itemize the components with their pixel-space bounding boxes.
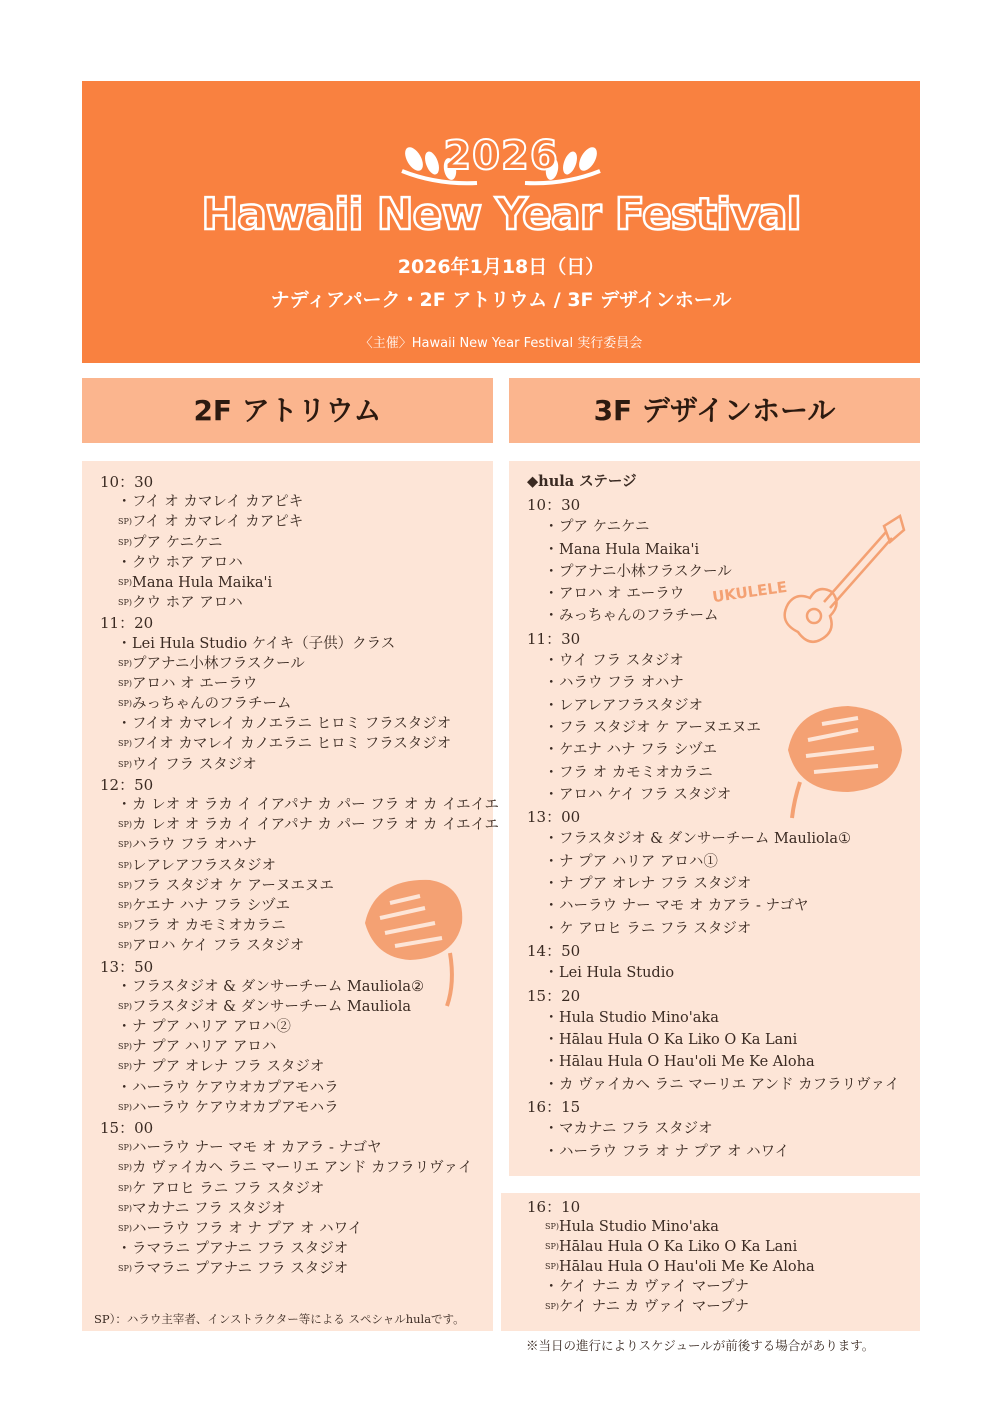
bullet-marker: ・ [544,1032,559,1049]
performer-entry [527,1217,815,1237]
performer-name: クウ ホア アロハ [132,554,243,571]
organizer-note: 〈主催〉Hawaii New Year Festival 実行委員会 [359,336,643,351]
bullet-marker: ・ [544,719,559,736]
time-slot [527,985,899,1007]
performer-name: ナ プア ハリア アロハ② [132,1019,291,1036]
performer-name: みっちゃんのフラチーム [559,608,719,625]
performer-entry [527,516,899,538]
special-marker: SP) [118,517,132,527]
bullet-marker: ・ [544,1279,559,1295]
performer-entry [100,714,499,734]
performer-entry [527,1141,899,1163]
bullet-marker: ・ [544,1009,559,1026]
time-label: 14：50 [527,941,581,960]
special-marker: SP) [118,1223,132,1233]
right-schedule-list-wrap [527,472,899,1163]
bullet-marker: ・ [544,1121,559,1138]
performer-entry [527,828,899,850]
performer-name: プアナニ小林フラスクール [559,563,732,580]
performer-entry [527,1277,815,1297]
time-label: 13：00 [527,808,581,827]
heading-2f-atrium: 2F アトリウム [82,378,493,443]
performer-name: フラスタジオ & ダンサーチーム Mauliola② [132,978,425,995]
bullet-marker: ・ [544,1076,559,1093]
time-label: 10：30 [527,496,581,514]
bullet-marker: ・ [544,831,559,848]
performer-entry [527,739,899,761]
performer-name: フイオ カマレイ カノエラニ ヒロミ フラスタジオ [132,736,452,753]
performer-entry [100,734,499,754]
time-label: 13：50 [100,957,154,976]
performer-entry [100,553,499,573]
performer-name: アロハ オ エーラウ [559,586,685,603]
bullet-marker: ・ [544,742,559,759]
performer-entry [527,1118,899,1140]
special-marker: SP) [118,1183,132,1193]
performer-entry [100,1239,499,1259]
performer-name: ケ アロヒ ラニ フラ スタジオ [132,1180,325,1197]
performer-entry [527,672,899,694]
special-marker: SP) [118,900,132,910]
time-label: 15：00 [100,1119,154,1137]
time-slot [527,1096,899,1118]
special-marker: SP) [118,880,132,890]
performer-entry [100,795,499,815]
performer-entry [527,762,899,784]
performer-name: ハーラウ ケアウオカプアモハラ [132,1079,339,1096]
performer-entry [100,835,499,855]
performer-entry [100,593,499,613]
performer-entry [100,815,499,835]
performer-entry [100,512,499,532]
time-slot [100,957,499,977]
time-slot [527,940,899,962]
special-marker: SP) [545,1302,559,1311]
bullet-marker: ・ [117,494,132,511]
bullet-marker: ・ [544,1054,559,1071]
time-slot [100,775,499,795]
time-slot [527,806,899,828]
performer-name: カ レオ オ ラカ イ イアパナ カ パー フラ オ カ イエイエ [132,817,499,834]
performer-entry [100,1158,499,1178]
performer-name: フイオ カマレイ カノエラニ ヒロミ フラスタジオ [132,716,452,733]
performer-name: みっちゃんのフラチーム [132,696,292,713]
bullet-marker: ・ [544,853,559,870]
bullet-marker: ・ [117,1019,132,1036]
time-slot [527,494,899,516]
performer-name: Lei Hula Studio [559,965,675,982]
special-marker: SP) [118,1163,132,1173]
special-marker: SP) [118,1203,132,1213]
special-marker: SP) [118,699,132,709]
performer-name: ウイ フラ スタジオ [132,756,257,773]
special-marker: SP) [118,840,132,850]
bullet-marker: ・ [544,519,559,536]
right-schedule-list [527,494,899,1163]
festival-title: Hawaii New Year Festival [201,189,801,240]
performer-entry [100,492,499,512]
performer-entry [100,1219,499,1239]
bullet-marker: ・ [117,797,132,813]
bullet-marker: ・ [544,965,559,982]
bullet-marker: ・ [544,653,559,670]
performer-entry [527,717,899,739]
performer-name: ナ プア ハリア アロハ① [559,853,718,870]
performer-name: ナ プア オレナ フラ スタジオ [559,876,752,893]
performer-name: フイ オ カマレイ カアピキ [132,514,304,531]
performer-name: ハラウ フラ オハナ [559,675,684,692]
bullet-marker: ・ [117,1241,132,1258]
performer-name: Hula Studio Mino'aka [559,1009,719,1026]
performer-name: フラスタジオ & ダンサーチーム Mauliola① [559,831,852,848]
bullet-marker: ・ [544,1143,559,1160]
heading-3f-design-hall: 3F デザインホール [509,378,920,443]
performer-entry [100,1037,499,1057]
time-slot [100,1118,499,1138]
performer-name: アロハ ケイ フラ スタジオ [559,786,732,803]
right-late-schedule-list [527,1197,815,1317]
special-marker: SP) [545,1262,559,1271]
performer-name: フイ オ カマレイ カアピキ [132,494,304,511]
special-marker: SP) [118,860,132,870]
bullet-marker: ・ [544,920,559,937]
performer-name: Mana Hula Maika'i [132,574,273,591]
special-marker: SP) [118,739,132,749]
performer-name: ハラウ フラ オハナ [132,837,257,854]
performer-name: ハーラウ ケアウオカプアモハラ [132,1099,339,1116]
performer-entry [527,1029,899,1051]
performer-entry [527,873,899,895]
time-label: 11：20 [100,614,154,633]
festival-date: 2026年1月18日（日） [397,256,605,278]
performer-name: アロハ ケイ フラ スタジオ [132,938,305,955]
performer-entry [100,674,499,694]
performer-entry [100,1057,499,1077]
performer-entry [527,561,899,583]
performer-name: Hula Studio Mino'aka [559,1219,719,1235]
performer-name: フラ スタジオ ケ アーヌエヌエ [132,877,334,894]
performer-name: ウイ フラ スタジオ [559,653,684,670]
performer-entry [527,851,899,873]
festival-venue: ナディアパーク・2F アトリウム / 3F デザインホール [270,289,732,311]
performer-name: レアレアフラスタジオ [559,697,703,714]
performer-entry [527,1051,899,1073]
time-label: 16：15 [527,1098,581,1117]
performer-name: ケエナ ハナ フラ シヅエ [559,742,717,759]
performer-name: プア ケニケニ [132,534,223,551]
special-marker: SP) [118,1102,132,1112]
bullet-marker: ・ [544,675,559,692]
time-label: 12：50 [100,775,154,794]
bullet-marker: ・ [117,978,132,995]
performer-name: ハーラウ ナー マモ オ カアラ - ナゴヤ [559,898,809,915]
performer-entry [100,634,499,654]
performer-entry [100,573,499,593]
special-marker: SP) [118,1042,132,1052]
performer-entry [527,1297,815,1317]
performer-entry [100,755,499,775]
performer-entry [527,695,899,717]
performer-name: ラマラニ プアナニ フラ スタジオ [132,1261,349,1278]
performer-name: クウ ホア アロハ [132,595,243,612]
performer-name: マカナニ フラ スタジオ [559,1121,713,1138]
performer-entry [100,896,499,916]
performer-name: プアナニ小林フラスクール [132,655,305,672]
performer-entry [100,1078,499,1098]
performer-entry [527,1237,815,1257]
performer-entry [527,1074,899,1096]
special-marker: SP) [545,1222,559,1231]
performer-name: ハーラウ ナー マモ オ カアラ - ナゴヤ [132,1140,382,1157]
time-slot [527,628,899,650]
special-marker: SP) [118,678,132,688]
performer-name: フラスタジオ & ダンサーチーム Mauliola [132,998,412,1015]
special-marker: SP) [118,1143,132,1153]
time-label: 10：30 [100,473,154,491]
performer-entry [100,533,499,553]
performer-entry [100,936,499,956]
time-slot [100,613,499,633]
time-slot [100,472,499,492]
performer-name: マカナニ フラ スタジオ [132,1200,286,1217]
bullet-marker: ・ [544,697,559,714]
performer-entry [100,1259,499,1279]
performer-name: フラ オ カモミオカラニ [132,918,286,935]
festival-header [82,81,920,363]
bullet-marker: ・ [117,635,132,652]
performer-name: ケ アロヒ ラニ フラ スタジオ [559,920,752,937]
performer-entry [100,1098,499,1118]
performer-entry [100,916,499,936]
performer-entry [100,856,499,876]
bullet-marker: ・ [117,716,132,733]
bullet-marker: ・ [544,876,559,893]
time-label: 16：10 [527,1198,581,1216]
performer-entry [527,895,899,917]
performer-entry [100,1179,499,1199]
special-marker: SP) [118,1264,132,1274]
performer-name: Hālau Hula O Hau'oli Me Ke Aloha [559,1054,815,1071]
performer-name: ケエナ ハナ フラ シヅエ [132,897,290,914]
bullet-marker: ・ [544,786,559,803]
bullet-marker: ・ [544,541,559,558]
performer-entry [527,918,899,940]
performer-name: ケイ ナニ カ ヴァイ マープナ [559,1299,749,1315]
time-label: 15：20 [527,986,581,1005]
performer-name: ケイ ナニ カ ヴァイ マープナ [559,1279,749,1295]
special-marker: SP) [118,1062,132,1072]
performer-entry [100,654,499,674]
performer-name: フラ スタジオ ケ アーヌエヌエ [559,719,761,736]
performer-entry [100,1199,499,1219]
schedule-change-notice: ※当日の進行によりスケジュールが前後する場合があります。 [526,1338,875,1353]
time-slot [527,1197,815,1217]
performer-entry [527,962,899,984]
performer-entry [527,605,899,627]
bullet-marker: ・ [544,586,559,603]
performer-entry [527,650,899,672]
bullet-marker: ・ [544,764,559,781]
time-label: 11：30 [527,629,581,648]
performer-name: ラマラニ プアナニ フラ スタジオ [132,1241,349,1258]
stage-label: ◆hula ステージ [527,473,637,490]
bullet-marker: ・ [544,608,559,625]
left-schedule-list [100,472,499,1280]
performer-name: ナ プア オレナ フラ スタジオ [132,1059,325,1076]
performer-name: フラ オ カモミオカラニ [559,764,713,781]
special-marker: SP) [118,537,132,547]
performer-name: カ ヴァイカヘ ラニ マーリエ アンド カフラリヴァイ [132,1160,473,1177]
performer-name: Hālau Hula O Hau'oli Me Ke Aloha [559,1259,815,1275]
bullet-marker: ・ [544,898,559,915]
festival-year: 2026 [443,133,559,179]
performer-name: ナ プア ハリア アロハ [132,1039,277,1056]
performer-entry [527,539,899,561]
performer-entry [527,1007,899,1029]
sp-footnote: SP）：ハラウ主宰者、インストラクター等による スペシャルhulaです。 [94,1312,465,1326]
performer-name: アロハ オ エーラウ [132,675,258,692]
performer-name: Hālau Hula O Ka Liko O Ka Lani [559,1239,798,1255]
special-marker: SP) [118,941,132,951]
special-marker: SP) [118,759,132,769]
bullet-marker: ・ [544,563,559,580]
bullet-marker: ・ [117,554,132,571]
performer-entry [100,1138,499,1158]
performer-name: カ ヴァイカヘ ラニ マーリエ アンド カフラリヴァイ [559,1076,900,1093]
performer-entry [527,583,899,605]
special-marker: SP) [545,1242,559,1251]
performer-entry [100,977,499,997]
performer-entry [100,1017,499,1037]
performer-name: Lei Hula Studio ケイキ（子供）クラス [132,635,396,652]
performer-name: Mana Hula Maika'i [559,541,700,558]
special-marker: SP) [118,1001,132,1011]
performer-name: プア ケニケニ [559,519,650,536]
performer-name: ハーラウ フラ オ ナ プア オ ハワイ [132,1220,363,1237]
performer-name: Hālau Hula O Ka Liko O Ka Lani [559,1032,798,1049]
special-marker: SP) [118,598,132,608]
performer-entry [100,876,499,896]
performer-entry [527,784,899,806]
performer-name: ハーラウ フラ オ ナ プア オ ハワイ [559,1143,790,1160]
performer-name: レアレアフラスタジオ [132,857,276,874]
special-marker: SP) [118,577,132,587]
special-marker: SP) [118,820,132,830]
special-marker: SP) [118,658,132,668]
performer-entry [100,694,499,714]
performer-entry [527,1257,815,1277]
ukulele-label: UKULELE [711,577,789,607]
special-marker: SP) [118,921,132,931]
bullet-marker: ・ [117,1079,132,1096]
performer-entry [100,997,499,1017]
performer-name: カ レオ オ ラカ イ イアパナ カ パー フラ オ カ イエイエ [132,797,499,813]
